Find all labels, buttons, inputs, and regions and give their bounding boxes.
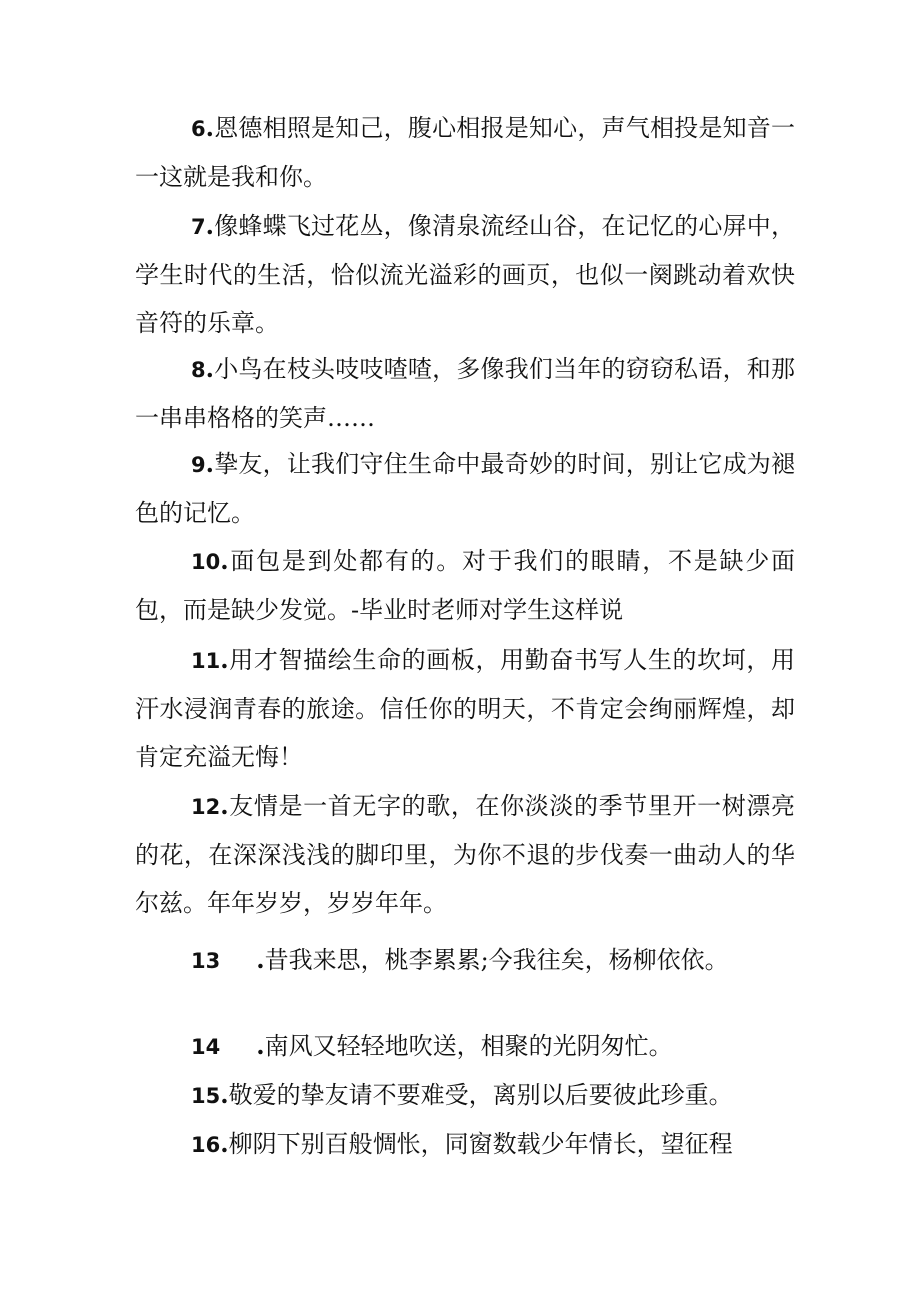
- list-item: [135, 782, 795, 927]
- item-number: 11: [191, 649, 221, 673]
- list-item: [135, 537, 795, 634]
- item-text: 像蜂蝶飞过花丛，像清泉流经山谷，在记忆的心屏中，学生时代的生活，恰似流光溢彩的画页，也似一阕跳动着欢快音符的乐章。: [135, 212, 795, 337]
- list-item: [135, 104, 795, 201]
- item-text: 柳阴下别百般惆怅，同窗数载少年情长，望征程: [228, 1130, 733, 1158]
- item-number: 7: [191, 215, 206, 239]
- list-item: [135, 345, 795, 442]
- item-text: 昔我来思，桃李累累;今我往矣，杨柳依依。: [264, 946, 729, 974]
- item-number: 6: [191, 117, 206, 141]
- list-item: [135, 936, 795, 985]
- item-number: 12: [191, 795, 221, 819]
- item-number: 16: [191, 1133, 221, 1157]
- item-text: 南风又轻轻地吹送，相聚的光阴匆忙。: [264, 1032, 673, 1060]
- item-number: 13: [191, 949, 221, 973]
- item-text: 小鸟在枝头吱吱喳喳，多像我们当年的窃窃私语，和那一串串格格的笑声……: [135, 355, 795, 432]
- list-item: [135, 202, 795, 347]
- item-number: 9: [191, 453, 206, 477]
- item-text: 挚友，让我们守住生命中最奇妙的时间，别让它成为褪色的记忆。: [135, 450, 795, 527]
- item-separator: .: [205, 449, 214, 478]
- item-number: 10: [191, 550, 221, 574]
- item-text: 友情是一首无字的歌，在你淡淡的季节里开一树漂亮的花，在深深浅浅的脚印里，为你不退的步伐奏一曲动人的华尔兹。年年岁岁，岁岁年年。: [135, 792, 795, 917]
- item-separator: .: [205, 113, 214, 142]
- item-text: 用才智描绘生命的画板，用勤奋书写人生的坎坷，用汗水浸润青春的旅途。信任你的明天，不肯定会绚丽辉煌，却肯定充溢无悔！: [135, 646, 795, 771]
- item-separator: .: [205, 211, 214, 240]
- list-item: [135, 636, 795, 781]
- list-item: [135, 1022, 795, 1071]
- item-text: 敬爱的挚友请不要难受，离别以后要彼此珍重。: [228, 1081, 733, 1109]
- list-item: [135, 1071, 795, 1120]
- item-separator: .: [220, 546, 229, 575]
- item-separator: .: [220, 645, 229, 674]
- list-item: [135, 1120, 795, 1169]
- list-item: [135, 440, 795, 537]
- item-number: 14: [191, 1035, 221, 1059]
- item-separator: .: [220, 791, 229, 820]
- item-separator: .: [256, 945, 265, 974]
- item-separator: .: [220, 1080, 229, 1109]
- item-separator: .: [220, 1129, 229, 1158]
- item-number: 15: [191, 1084, 221, 1108]
- item-text: 面包是到处都有的。对于我们的眼睛，不是缺少面包，而是缺少发觉。-毕业时老师对学生这样说: [135, 547, 795, 624]
- item-number: 8: [191, 358, 206, 382]
- item-separator: .: [205, 354, 214, 383]
- item-text: 恩德相照是知己，腹心相报是知心，声气相投是知音一一这就是我和你。: [135, 114, 795, 191]
- item-separator: .: [256, 1031, 265, 1060]
